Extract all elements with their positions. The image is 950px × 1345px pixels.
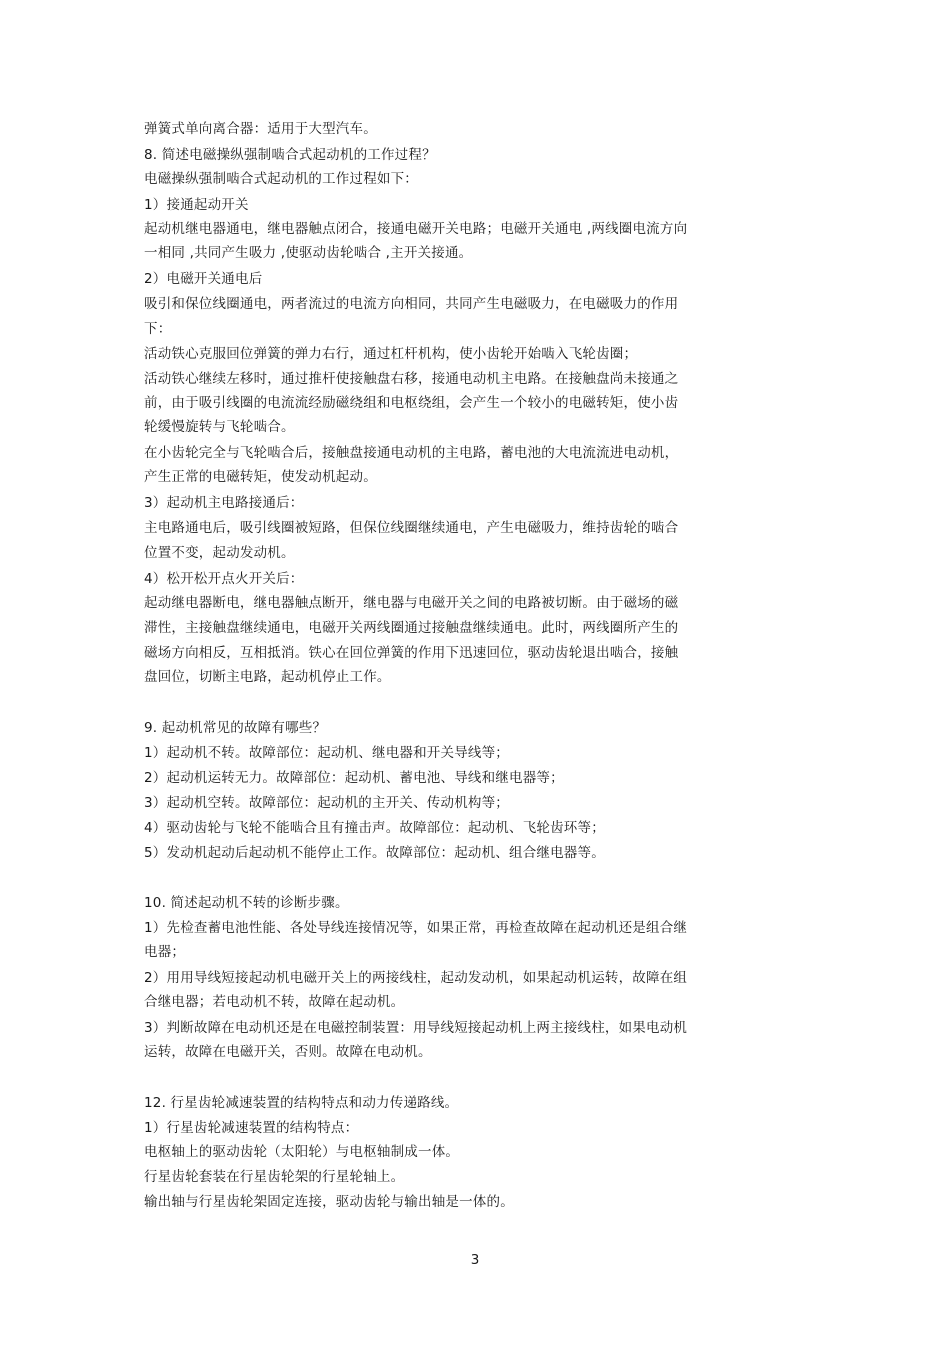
text-line: 行星齿轮套装在行星齿轮架的行星轮轴上。 <box>144 1169 405 1185</box>
text-line: 起动继电器断电，继电器触点断开，继电器与电磁开关之间的电路被切断。由于磁场的磁 <box>144 595 679 611</box>
text-line: 磁场方向相反，互相抵消。铁心在回位弹簧的作用下迅速回位，驱动齿轮退出啮合，接触 <box>144 645 679 661</box>
text-line: 下： <box>144 321 172 337</box>
question-heading: 9. 起动机常见的故障有哪些？ <box>144 720 327 736</box>
text-line: 输出轴与行星齿轮架固定连接，驱动齿轮与输出轴是一体的。 <box>144 1194 514 1210</box>
list-item: 4）驱动齿轮与飞轮不能啮合且有撞击声。故障部位：起动机、飞轮齿环等； <box>144 820 605 836</box>
list-item: 1）先检查蓄电池性能、各处导线连接情况等，如果正常，再检查故障在起动机还是组合继 <box>144 920 688 936</box>
text-line: 在小齿轮完全与飞轮啮合后，接触盘接通电动机的主电路，蓄电池的大电流流进电动机， <box>144 445 679 461</box>
list-item: 3）判断故障在电动机还是在电磁控制装置：用导线短接起动机上两主接线柱，如果电动机 <box>144 1020 688 1036</box>
page-number: 3 <box>470 1252 480 1268</box>
list-item: 2）起动机运转无力。故障部位：起动机、蓄电池、导线和继电器等； <box>144 770 564 786</box>
text-line: 滞性，主接触盘继续通电，电磁开关两线圈通过接触盘继续通电。此时，两线圈所产生的 <box>144 620 679 636</box>
text-line: 前，由于吸引线圈的电流流经励磁绕组和电枢绕组，会产生一个较小的电磁转矩，使小齿 <box>144 395 679 411</box>
list-item: 3）起动机空转。故障部位：起动机的主开关、传动机构等； <box>144 795 509 811</box>
text-line: 盘回位，切断主电路，起动机停止工作。 <box>144 669 391 685</box>
sub-heading: 4）松开松开点火开关后： <box>144 571 304 587</box>
text-line: 轮缓慢旋转与飞轮啮合。 <box>144 419 295 435</box>
text-line: 弹簧式单向离合器：适用于大型汽车。 <box>144 121 377 137</box>
list-item: 1）起动机不转。故障部位：起动机、继电器和开关导线等； <box>144 745 509 761</box>
text-line: 活动铁心继续左移时，通过推杆使接触盘右移，接通电动机主电路。在接触盘尚未接通之 <box>144 371 679 387</box>
sub-heading: 1）行星齿轮减速装置的结构特点： <box>144 1120 359 1136</box>
sub-heading: 1）接通起动开关 <box>144 197 249 213</box>
text-line: 电磁操纵强制啮合式起动机的工作过程如下： <box>144 171 418 187</box>
text-line: 位置不变，起动发动机。 <box>144 545 295 561</box>
list-item: 5）发动机起动后起动机不能停止工作。故障部位：起动机、组合继电器等。 <box>144 845 605 861</box>
sub-heading: 2）电磁开关通电后 <box>144 271 263 287</box>
text-line: 运转，故障在电磁开关，否则。故障在电动机。 <box>144 1044 432 1060</box>
text-line: 合继电器；若电动机不转，故障在起动机。 <box>144 994 405 1010</box>
sub-heading: 3）起动机主电路接通后： <box>144 495 304 511</box>
question-heading: 12. 行星齿轮减速装置的结构特点和动力传递路线。 <box>144 1095 459 1111</box>
text-line: 电器； <box>144 944 186 960</box>
question-heading: 10. 简述起动机不转的诊断步骤。 <box>144 895 349 911</box>
text-line: 活动铁心克服回位弹簧的弹力右行，通过杠杆机构，使小齿轮开始啮入飞轮齿圈； <box>144 346 638 362</box>
text-line: 主电路通电后，吸引线圈被短路，但保位线圈继续通电，产生电磁吸力，维持齿轮的啮合 <box>144 520 679 536</box>
text-line: 一相同 ,共同产生吸力 ,使驱动齿轮啮合 ,主开关接通。 <box>144 245 473 261</box>
question-heading: 8. 简述电磁操纵强制啮合式起动机的工作过程？ <box>144 147 436 163</box>
text-line: 产生正常的电磁转矩，使发动机起动。 <box>144 469 377 485</box>
text-line: 起动机继电器通电，继电器触点闭合，接通电磁开关电路；电磁开关通电 ,两线圈电流方向 <box>144 221 688 237</box>
text-line: 电枢轴上的驱动齿轮（太阳轮）与电枢轴制成一体。 <box>144 1144 460 1160</box>
list-item: 2）用用导线短接起动机电磁开关上的两接线柱，起动发动机，如果起动机运转，故障在组 <box>144 970 688 986</box>
text-line: 吸引和保位线圈通电，两者流过的电流方向相同，共同产生电磁吸力，在电磁吸力的作用 <box>144 296 679 312</box>
